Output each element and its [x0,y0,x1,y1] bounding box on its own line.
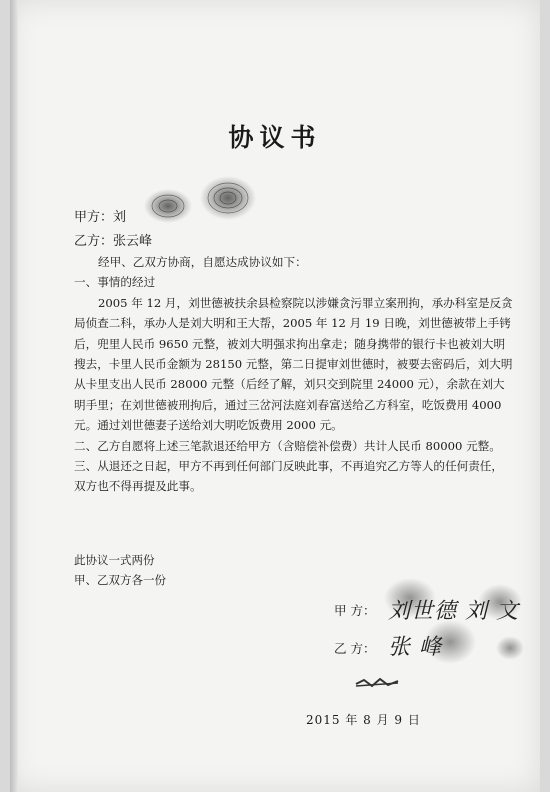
party-a-signature-line [334,601,375,619]
closing-notes [74,550,166,590]
party-b-signature-label: 乙 方： [334,641,376,656]
party-b-line [74,230,152,249]
section-1-text: 2005 年 12 月，刘世德被扶余县检察院以涉嫌贪污罪立案刑拘，承办科室是反贪局侦查二科，承办人是刘大明和王大帮，2005 年 12 月 19 日晚，刘世德被带上手铐后，兜里人民币 9650 元整，被刘大明强求拘出拿走；随身携带的银行卡也被刘大明搜去，卡里人民币金额为 28150 元整，第二日提审刘世德时，被要去密码后，刘大明从卡里支出人民币 28000 元整（后经了解，刘只交到院里 24000 元），余款在刘大明手里；在刘世德被刑拘后，通过三岔河法庭刘春富送给乙方科室，吃饭费用 4000 元。通过刘世德妻子送给刘大明吃饭费用 2000 元。 [74,295,513,433]
party-b-name: 张云峰 [113,234,153,249]
intro-paragraph: 经甲、乙双方协商，自愿达成协议如下： [98,255,307,269]
fingerprint-smudge-party-a [130,176,270,234]
section-1-heading: 一、事情的经过 [74,275,156,290]
agreement-date: 2015 年 8 月 9 日 [306,713,421,727]
party-a-label: 甲方： [74,210,114,225]
party-a-signature-label: 甲 方： [334,603,376,618]
section-3-text: 三、从退还之日起，甲方不再到任何部门反映此事，不再追究乙方等人的任何责任，双方也不得再提及此事。 [74,459,503,494]
distribution-line: 甲、乙双方各一份 [74,573,166,587]
document-title: 协议书 [228,123,322,152]
party-a-line [74,206,126,225]
party-b-handwritten-signature: 张 峰 [388,635,442,660]
party-b-signature-line [334,639,375,657]
party-a-name: 刘 [113,210,127,225]
agreement-body [74,252,514,497]
party-a-handwritten-signature: 刘世德 刘 文 [388,599,519,624]
party-b-label: 乙方： [74,234,114,249]
copies-line: 此协议一式两份 [74,553,155,567]
section-2-text: 二、乙方自愿将上述三笔款退还给甲方（含赔偿补偿费）共计人民币 80000 元整。 [74,438,501,453]
document-page [10,0,540,792]
crossed-out-scribble [354,676,400,690]
